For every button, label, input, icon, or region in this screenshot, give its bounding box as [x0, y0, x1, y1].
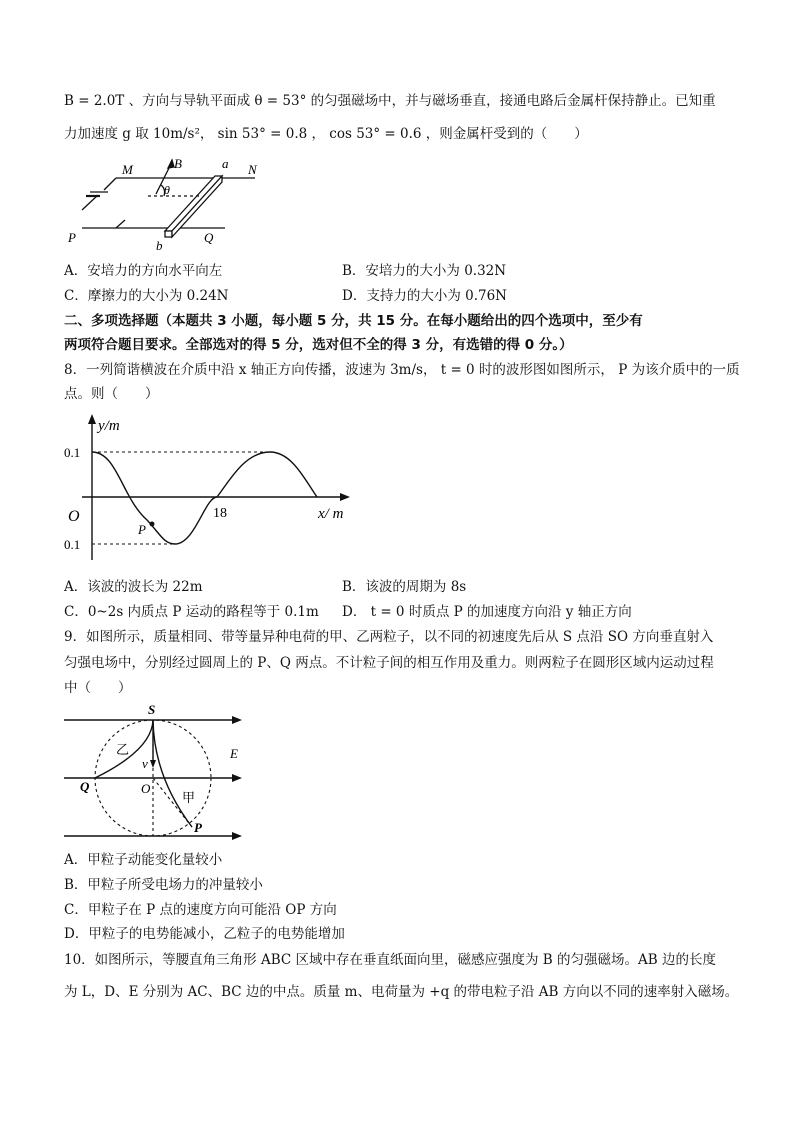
q7-label-Q: Q [204, 230, 214, 245]
q7-rail-figure [60, 152, 270, 252]
q8-origin-label: O [68, 508, 80, 525]
q7-label-N: N [248, 162, 257, 177]
q9-line1: 9．如图所示，质量相同、带等量异种电荷的甲、乙两粒子，以不同的初速度先后从 S 点沿 SO 方向垂直射入 [64, 629, 714, 645]
q8-option-a: A．该波的波长为 22m [64, 579, 203, 595]
q8-line1: 8．一列简谐横波在介质中沿 x 轴正方向传播，波速为 3m/s， t = 0 时的波形图如图所示， P 为该介质中的一质 [64, 362, 740, 378]
q9-line2: 匀强电场中，分别经过圆周上的 P、Q 两点。不计粒子间的相互作用及重力。则两粒子在圆形区域内运动过程 [64, 655, 714, 671]
q7-line1: B = 2.0T 、方向与导轨平面成 θ = 53° 的匀强磁场中，并与磁场垂直，接通电路后金属杆保持静止。已知重 [64, 93, 716, 109]
q7-label-M: M [122, 162, 133, 177]
q7-label-b: b [156, 238, 163, 253]
q8-line2: 点。则（ ） [64, 386, 159, 402]
q8-wave-curve [92, 452, 317, 544]
q10-line1: 10．如图所示，等腰直角三角形 ABC 区域中存在垂直纸面向里，磁感应强度为 B 的匀强磁场。AB 边的长度 [64, 952, 716, 968]
q9-line3: 中（ ） [64, 680, 132, 696]
q7-option-c: C．摩擦力的大小为 0.24N [64, 288, 229, 304]
q8-point-P-label: P [138, 522, 146, 537]
q8-option-b: B．该波的周期为 8s [342, 579, 467, 595]
q8-ylabel: y/m [98, 418, 120, 434]
q7-line2: 力加速度 g 取 10m/s²， sin 53° = 0.8 ， cos 53° = 0.6 ，则金属杆受到的（ ） [64, 126, 588, 142]
q8-ytick-top: 0.1 [64, 445, 81, 460]
q8-xtick-18: 18 [213, 506, 227, 521]
q9-label-Q: Q [80, 779, 90, 794]
q9-option-a: A．甲粒子动能变化量较小 [64, 852, 223, 868]
q7-label-P: P [68, 230, 76, 245]
q9-label-jia: 甲 [182, 790, 196, 805]
q8-ytick-bottom: 0.1 [64, 537, 81, 552]
q9-label-v: v [142, 756, 148, 771]
q9-option-b: B．甲粒子所受电场力的冲量较小 [64, 877, 263, 893]
q9-option-d: D．甲粒子的电势能减小，乙粒子的电势能增加 [64, 926, 345, 942]
q7-label-a: a [222, 156, 229, 171]
q8-wave-graph [60, 410, 360, 570]
q9-field-figure [60, 702, 260, 842]
q7-option-d: D．支持力的大小为 0.76N [342, 288, 507, 304]
q10-line2: 为 L，D、E 分别为 AC、BC 边的中点。质量 m、电荷量为 +q 的带电粒子沿 AB 方向以不同的速率射入磁场。 [64, 984, 739, 1000]
q8-xlabel: x/ m [318, 506, 344, 522]
q9-label-P: P [194, 820, 202, 835]
q8-option-d: D． t = 0 时质点 P 的加速度方向沿 y 轴正方向 [342, 604, 632, 620]
q9-label-S: S [148, 702, 156, 717]
q7-option-b: B．安培力的大小为 0.32N [342, 263, 507, 279]
q8-option-c: C．0~2s 内质点 P 运动的路程等于 0.1m [64, 604, 319, 620]
q7-label-theta: θ [164, 183, 170, 197]
q7-label-B: B [174, 156, 182, 171]
section2-heading-line1: 二、多项选择题（本题共 3 小题，每小题 5 分，共 15 分。在每小题给出的四个选项中，至少有 [64, 313, 643, 329]
q9-label-E: E [230, 746, 238, 761]
section2-heading-line2: 两项符合题目要求。全部选对的得 5 分，选对但不全的得 3 分，有选错的得 0 分。） [64, 337, 573, 353]
q9-label-O: O [141, 781, 151, 796]
q9-label-yi: 乙 [116, 742, 130, 757]
q9-option-c: C．甲粒子在 P 点的速度方向可能沿 OP 方向 [64, 902, 337, 918]
q7-option-a: A．安培力的方向水平向左 [64, 263, 223, 279]
